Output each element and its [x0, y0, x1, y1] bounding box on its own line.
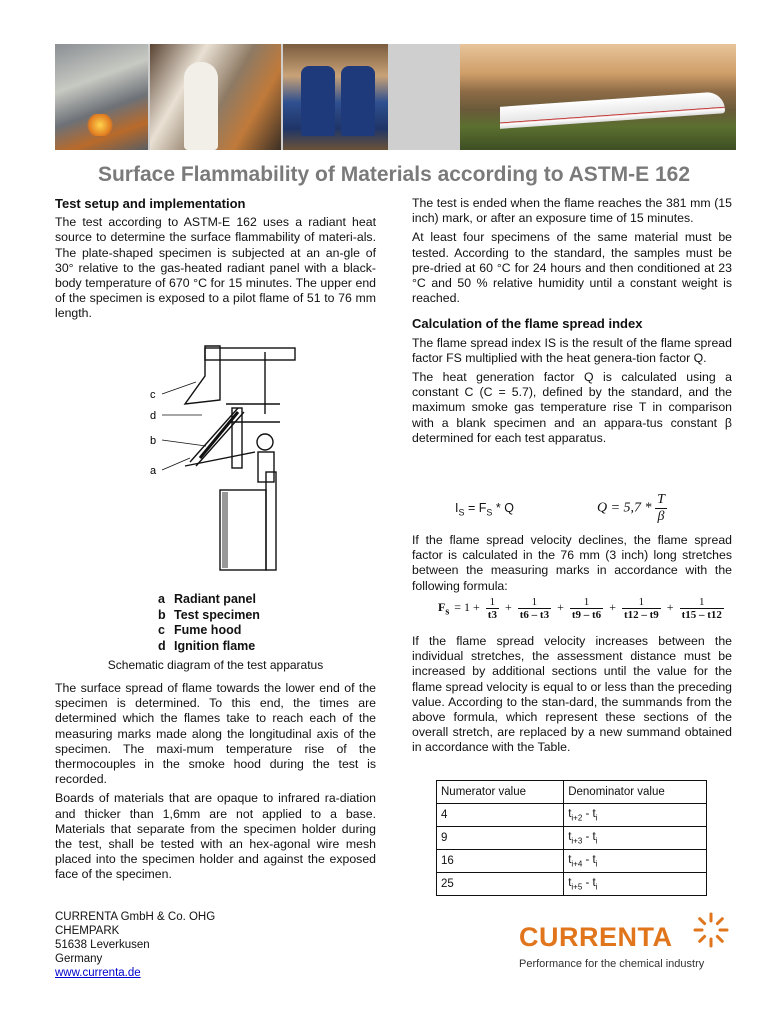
apparatus-diagram [130, 342, 310, 574]
table-cell: 4 [437, 804, 564, 827]
diagram-label-d: d [150, 410, 157, 422]
test-end-paragraph: The test is ended when the flame reaches the 381 mm (15 inch) mark, or after an exposure time of 15 minutes. [412, 196, 732, 226]
right-column-lower [412, 634, 732, 760]
table-header: Denominator value [564, 781, 707, 804]
currenta-logo [519, 910, 734, 974]
materials-paragraph: Boards of materials that are opaque to infrared ra-diation and thicker than 1,6mm are not applied to a base. Materials that separate from the specimen holder during the test, shall be tested with an hex-agonal wire mesh placed into the specimen holder and against the exposed face of the specimen. [55, 791, 376, 882]
fs-term: $\frac{1}{t3}$ [487, 596, 497, 621]
logo-wordmark: CURRENTA [519, 922, 673, 952]
table-header: Numerator value [437, 781, 564, 804]
fs-term: $\frac{1}{t6 - t3}$ [519, 596, 550, 621]
section-heading-test-setup: Test setup and implementation [55, 196, 246, 211]
velocity-declines-paragraph: If the flame spread velocity declines, the flame spread factor is calculated in the 76 mm (3 inch) long stretches between the measuring marks in accordance with the following formula: [412, 533, 732, 593]
website-link[interactable]: www.currenta.de [55, 967, 141, 979]
header-photo-strip [55, 44, 736, 150]
flame-image [85, 114, 115, 136]
table-cell: 25 [437, 873, 564, 896]
blank-photo-panel [390, 44, 458, 150]
country: Germany [55, 953, 103, 965]
diagram-label-b: b [150, 435, 157, 447]
fs-term: $\frac{1}{t12 - t9}$ [623, 596, 659, 621]
legend-item: c Fume hood [158, 623, 242, 637]
right-column-middle [412, 533, 732, 598]
flame-spread-paragraph: The surface spread of flame towards the lower end of the specimen is determined. To this end, the times are determined which the flames take to reach each of the measuring marks made along the longitudinal axis of the specimen. The maxi-mum temperature rise of the thermocouples in the smoke hood during the test is recorded. [55, 681, 376, 787]
diagram-legend [158, 592, 260, 654]
formula-flame-spread-index [455, 492, 685, 532]
table-cell: $t_{i+2} - t_i$ [564, 804, 707, 827]
table-row [437, 804, 707, 827]
table-header-row [437, 781, 707, 804]
city: 51638 Leverkusen [55, 939, 150, 951]
technician-figure [184, 62, 218, 150]
seat-image [301, 66, 335, 136]
specimens-paragraph: At least four specimens of the same material must be tested. According to the standard, the samples must be pre-dried at 60 °C for 24 hours and then conditioned at 23 °C and 50 % relative humidity until a constant weight is reached. [412, 230, 732, 306]
table-cell: $t_{i+5} - t_i$ [564, 873, 707, 896]
diagram-label-a: a [150, 465, 157, 477]
table-row [437, 827, 707, 850]
formula-flame-spread-factor: $F_s = 1$ + $\frac{1}{t3}$ + $\frac{1}{t6 - t3}$ + $\frac{1}{t9 - t6}$ + $\frac{1}{t12 - t9}$ + $\frac{1}{t15 - t12}$ [438, 596, 722, 621]
fs-term: $\frac{1}{t15 - t12}$ [681, 596, 722, 621]
legend-item: a Radiant panel [158, 592, 256, 606]
table-cell: 9 [437, 827, 564, 850]
train-image [500, 91, 725, 129]
page-title: Surface Flammability of Materials according to ASTM-E 162 [97, 163, 691, 186]
table-row [437, 850, 707, 873]
sun-icon [691, 910, 731, 950]
section-heading-calculation: Calculation of the flame spread index [412, 316, 643, 332]
velocity-increases-paragraph: If the flame spread velocity increases between the individual stretches, the assessment distance must be increased by additional sections until the value for the flame spread velocity is equal to or less than the preceding value. According to the stan-dard, the summands from the above formula, which represent these sections of the overall stretch, are replaced by a new summand obtained in accordance with the Table. [412, 634, 732, 755]
legend-item: d Ignition flame [158, 638, 256, 653]
lab-equipment-photo [55, 44, 148, 150]
table-cell: 16 [437, 850, 564, 873]
right-column-top [412, 196, 732, 450]
high-speed-train-photo [460, 44, 736, 150]
site-name: CHEMPARK [55, 925, 120, 937]
legend-item: b Test specimen [158, 607, 260, 622]
company-name: CURRENTA GmbH & Co. OHG [55, 911, 216, 923]
flame-spread-index-paragraph: The flame spread index IS is the result of the flame spread factor FS multiplied with the heat genera-tion factor Q. [412, 335, 732, 365]
heat-generation-paragraph: The heat generation factor Q is calculated using a constant C (C = 5.7), defined by the standard, and the maximum smoke gas temperature rise T in comparison with a blank specimen and an appara-tus constant β determined for each test apparatus. [412, 370, 732, 445]
logo-tagline: Performance for the chemical industry [519, 958, 705, 970]
company-address [55, 910, 215, 980]
table-cell: $t_{i+4} - t_i$ [564, 850, 707, 873]
diagram-label-c: c [150, 389, 156, 401]
seat-image [341, 66, 375, 136]
formula-q: Q = 5,7 * $\frac{T}{\beta}$ [597, 492, 665, 524]
table-cell: $t_{i+3} - t_i$ [564, 827, 707, 850]
lab-technician-photo [150, 44, 282, 150]
diagram-caption: Schematic diagram of the test apparatus [107, 658, 324, 672]
table-row [437, 873, 707, 896]
left-column-intro [55, 196, 376, 326]
train-seats-photo [283, 44, 388, 150]
numerator-denominator-table [436, 780, 707, 896]
intro-paragraph: The test according to ASTM-E 162 uses a radiant heat source to determine the surface flammability of materi-als. The plate-shaped specimen is subjected at an an-gle of 30° relative to the gas-heated radiant panel with a black-body temperature of 670 °C for 15 minutes. The upper end of the specimen is exposed to a pilot flame of 51 to 76 mm length. [55, 215, 376, 321]
left-column-bottom [55, 681, 376, 887]
formula-is: $I_S = F_S * Q$ [455, 501, 514, 518]
fs-term: $\frac{1}{t9 - t6}$ [571, 596, 602, 621]
